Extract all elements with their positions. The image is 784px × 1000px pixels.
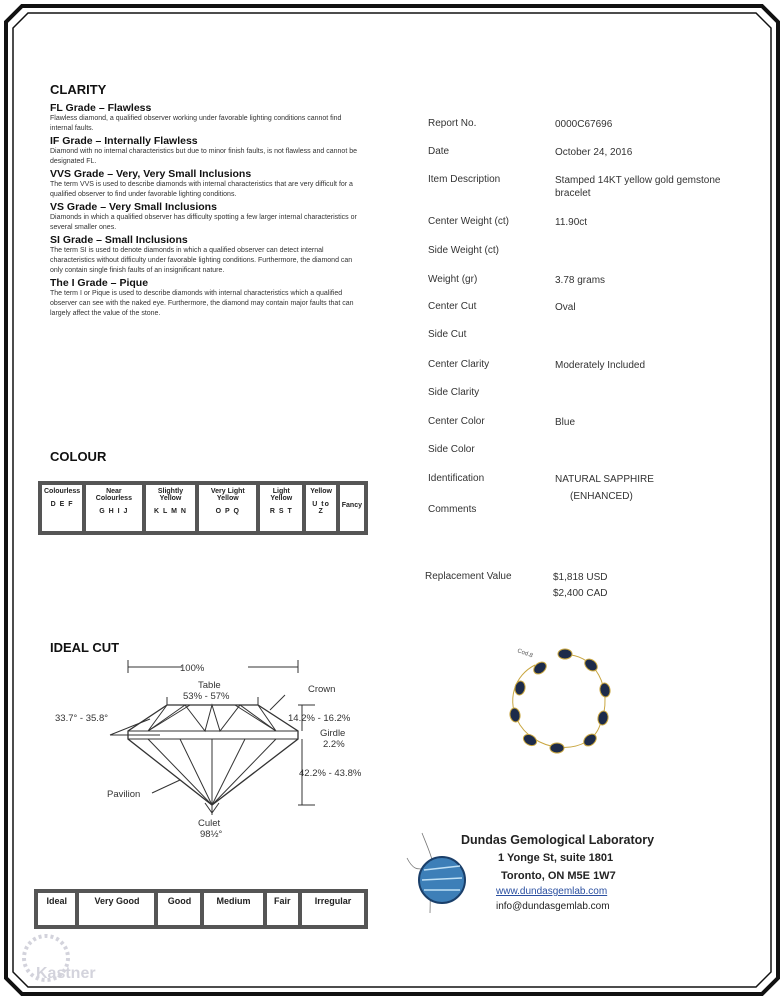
cut-grade-cell [204,893,262,925]
table-pct-label: 53% - 57% [183,691,230,702]
colour-cell [260,485,302,531]
sapphire-stone [582,657,599,674]
field-label: Side Weight (ct) [428,245,499,256]
colour-name: Colourless [44,488,81,495]
sapphire-stone [599,682,611,698]
replacement-cad: $2,400 CAD [553,588,608,599]
grade-heading: VS Grade – Very Small Inclusions [50,201,217,213]
field-label: Side Cut [428,329,467,340]
sapphire-stone [531,660,548,677]
grade-heading: VVS Grade – Very, Very Small Inclusions [50,168,252,180]
crown-pct-label: 14.2% - 16.2% [288,713,351,724]
culet-label: Culet [198,818,221,829]
field-label: Center Cut [428,301,477,312]
replacement-usd: $1,818 USD [553,572,608,583]
field-value: 3.78 grams [555,275,606,286]
colour-codes: D E F [50,501,74,508]
cut-grade-cell [267,893,298,925]
colour-name: Slightly Yellow [157,488,184,502]
field-label: Date [428,146,450,157]
grade-heading: SI Grade – Small Inclusions [50,234,188,246]
colour-name: Light Yellow [270,488,293,502]
colour-name: Yellow [310,488,332,495]
grade-description: The term VVS is used to describe diamonds with internal characteristics that are very difficult for a qualified observer to find under favorable lighting conditions. [50,181,353,198]
field-value: Blue [555,417,576,428]
grade-description: Flawless diamond, a qualified observer working under favorable lighting conditions cannot find internal faults. [50,115,342,132]
grade-description: Diamonds in which a qualified observer has difficulty spotting a few larger internal characteristics or several smaller ones. [50,214,357,231]
colour-codes: G H I J [99,508,129,515]
cut-grade-name: Medium [216,896,251,906]
cut-grade-cell [79,893,154,925]
colour-cell [42,485,82,531]
colour-codes: R S T [269,508,293,515]
field-value: Oval [555,302,576,313]
field-value: 11.90ct [555,217,588,228]
colour-name: Near Colourless [95,488,132,502]
sapphire-stone [581,732,598,749]
lab-address-1: 1 Yonge St, suite 1801 [498,852,614,864]
cut-grade-name: Fair [274,896,291,906]
pavilion-pct-label: 42.2% - 43.8% [299,768,362,779]
culet-value: 98½° [200,829,223,840]
cut-grade-table [34,889,368,929]
field-label: Item Description [428,174,501,185]
ideal-cut-title: IDEAL CUT [50,640,120,655]
colour-cell [86,485,141,531]
colour-codes: O P Q [215,508,240,515]
svg-text:Cod.8: Cod.8 [516,648,534,660]
colour-codes: K L M N [154,508,187,515]
colour-codes: U to Z [312,501,330,515]
crown-angle-label: 33.7° - 35.8° [55,713,109,724]
colour-scale-table [38,481,368,535]
field-value: October 24, 2016 [555,147,633,158]
cut-grade-cell [38,893,75,925]
lab-name: Dundas Gemological Laboratory [461,833,655,847]
cut-grade-name: Irregular [314,896,352,906]
grade-heading: IF Grade – Internally Flawless [50,135,198,147]
sapphire-stone [558,649,572,659]
field-label: Comments [428,504,477,515]
sapphire-stone [509,707,521,723]
colour-cell [146,485,196,531]
grade-heading: The I Grade – Pique [50,277,149,289]
grade-description: Diamond with no internal characteristics but due to minor finish faults, is not flawless and cannot be designated FL. [50,148,357,165]
field-label: Weight (gr) [428,274,478,285]
field-label: Center Clarity [428,359,490,370]
lab-address-2: Toronto, ON M5E 1W7 [501,870,616,882]
lab-website-link[interactable]: www.dundasgemlab.com [496,886,608,897]
clarity-title: CLARITY [50,82,107,97]
grade-description: The term I or Pique is used to describe diamonds with internal characteristics which a qualified observer can see with the naked eye. Furthermore, the diamond may contain major faults that can largely affect the value of the stone. [50,290,354,317]
bracelet-photo [495,630,635,765]
svg-text:Kastner: Kastner [36,965,96,982]
field-value: Stamped 14KT yellow gold gemstone bracelet [555,175,721,199]
field-label: Side Color [428,444,475,455]
colour-name: Fancy [341,501,362,509]
field-value: NATURAL SAPPHIRE [555,474,654,485]
crown-label: Crown [308,684,336,695]
girdle-label: Girdle [320,728,346,739]
sapphire-stone [521,732,538,748]
table-label: Table [198,680,221,691]
sapphire-stone [550,743,564,753]
field-label: Side Clarity [428,387,480,398]
cut-grade-name: Good [167,896,192,906]
colour-name: Very Light Yellow [210,488,245,502]
width-label: 100% [180,663,205,674]
field-value: Moderately Included [555,360,646,371]
colour-cell [199,485,256,531]
lab-email: info@dundasgemlab.com [496,901,610,912]
cut-grade-name: Ideal [46,896,67,906]
grade-heading: FL Grade – Flawless [50,102,152,114]
colour-title: COLOUR [50,449,107,464]
field-label: Report No. [428,118,477,129]
girdle-pct-label: 2.2% [323,739,345,750]
cut-grade-name: Very Good [94,896,140,906]
cut-grade-cell [158,893,200,925]
field-label: Center Color [428,416,485,427]
field-label: Center Weight (ct) [428,216,509,227]
colour-cell [306,485,335,531]
field-value: 0000C67696 [555,119,613,130]
clarity-section [50,101,360,320]
watermark-logo [18,930,108,990]
replacement-label: Replacement Value [425,571,512,582]
sapphire-stone [514,680,526,696]
colour-cell [340,485,364,531]
grade-description: The term SI is used to denote diamonds in which a qualified observer can detect internal characteristics without difficulty under favorable lighting conditions. Furthermore, the diamond can only contain single finish faults of an insignificant nature. [50,247,353,274]
pavilion-label: Pavilion [107,789,141,800]
field-label: Identification [428,473,485,484]
sapphire-stone [597,710,609,726]
identification-note: (ENHANCED) [570,491,633,502]
cut-grade-cell [302,893,364,925]
